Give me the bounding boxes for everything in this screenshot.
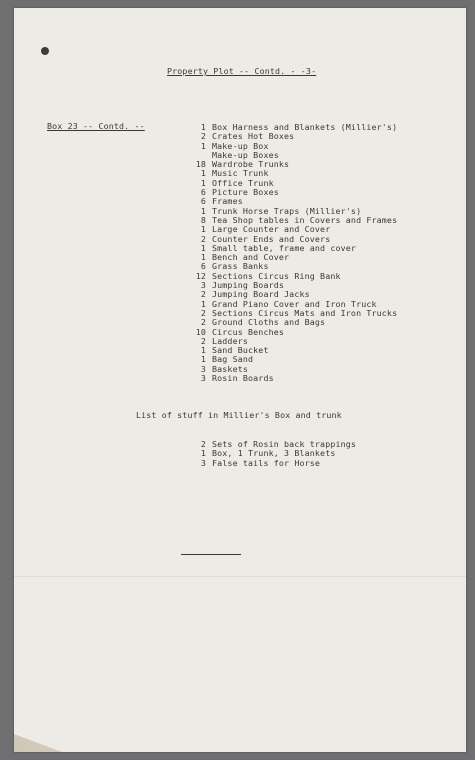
item-quantity: 6	[200, 187, 206, 198]
item-description: Grand Piano Cover and Iron Truck	[212, 298, 377, 309]
item-description: Make-up Box	[212, 140, 269, 151]
item-quantity: 2	[200, 233, 206, 244]
item-description: Sections Circus Mats and Iron Trucks	[212, 307, 398, 318]
item-description: Box Harness and Blankets (Millier's)	[212, 122, 398, 132]
item-quantity: 3	[200, 280, 206, 291]
item-quantity: 10	[195, 326, 206, 337]
item-quantity: 1	[200, 140, 206, 151]
property-list	[194, 123, 397, 383]
item-quantity: 6	[200, 196, 206, 207]
item-quantity: 1	[200, 224, 206, 235]
item-quantity: 2	[200, 307, 206, 318]
item-quantity: 2	[200, 131, 206, 142]
paper-sheet	[14, 8, 466, 752]
item-quantity: 18	[195, 159, 206, 170]
item-quantity: 3	[200, 363, 206, 374]
item-description: Wardrobe Trunks	[212, 159, 290, 170]
item-description: Tea Shop tables in Covers and Frames	[212, 214, 398, 225]
item-quantity: 1	[200, 252, 206, 263]
item-description: Large Counter and Cover	[212, 224, 331, 235]
list-item	[194, 374, 397, 383]
item-description: Counter Ends and Covers	[212, 233, 331, 244]
item-quantity: 1	[200, 205, 206, 216]
item-description: Ladders	[212, 335, 249, 346]
item-description: Sand Bucket	[212, 345, 269, 356]
item-quantity: 2	[200, 289, 206, 300]
item-quantity: 1	[200, 298, 206, 309]
item-description: Music Trunk	[212, 168, 269, 179]
item-description: Jumping Board Jacks	[212, 289, 310, 300]
item-description: Make-up Boxes	[212, 149, 279, 160]
folded-corner	[14, 712, 62, 752]
item-quantity: 1	[200, 122, 206, 132]
item-description: Grass Banks	[212, 261, 269, 272]
item-description: Circus Benches	[212, 326, 285, 337]
subheading: List of stuff in Millier's Box and trunk	[136, 410, 342, 420]
item-description: Sets of Rosin back trappings	[212, 439, 357, 449]
item-description: Frames	[212, 196, 243, 207]
item-description: Ground Cloths and Bags	[212, 317, 326, 328]
item-description: Small table, frame and cover	[212, 242, 357, 253]
item-quantity: 1	[200, 168, 206, 179]
item-description: Crates Hot Boxes	[212, 131, 295, 142]
item-quantity: 1	[200, 177, 206, 188]
item-quantity: 3	[200, 457, 206, 468]
item-quantity: 1	[200, 242, 206, 253]
section-label: Box 23 -- Contd. --	[47, 121, 145, 131]
item-description: Trunk Horse Traps (Millier's)	[212, 205, 362, 216]
page-title: Property Plot -- Contd. - -3-	[167, 66, 317, 76]
item-quantity: 1	[200, 345, 206, 356]
item-quantity: 2	[200, 317, 206, 328]
closing-rule	[181, 554, 241, 555]
item-description: Picture Boxes	[212, 187, 279, 198]
item-description: Box, 1 Trunk, 3 Blankets	[212, 448, 336, 459]
millier-list	[194, 440, 356, 468]
item-description: Rosin Boards	[212, 373, 274, 384]
item-description: Office Trunk	[212, 177, 274, 188]
item-quantity: 1	[200, 354, 206, 365]
item-description: Sections Circus Ring Bank	[212, 270, 341, 281]
item-quantity: 2	[200, 335, 206, 346]
item-description: Baskets	[212, 363, 249, 374]
item-description: False tails for Horse	[212, 457, 321, 468]
item-description: Jumping Boards	[212, 280, 285, 291]
item-description: Bench and Cover	[212, 252, 290, 263]
item-quantity: 8	[200, 214, 206, 225]
paper-fold-line	[14, 576, 466, 577]
punch-hole	[41, 47, 49, 55]
item-quantity: 6	[200, 261, 206, 272]
item-quantity: 2	[200, 439, 206, 449]
item-quantity: 3	[200, 373, 206, 384]
list-item	[194, 459, 356, 468]
item-quantity: 12	[195, 270, 206, 281]
item-description: Bag Sand	[212, 354, 254, 365]
item-quantity: 1	[200, 448, 206, 459]
